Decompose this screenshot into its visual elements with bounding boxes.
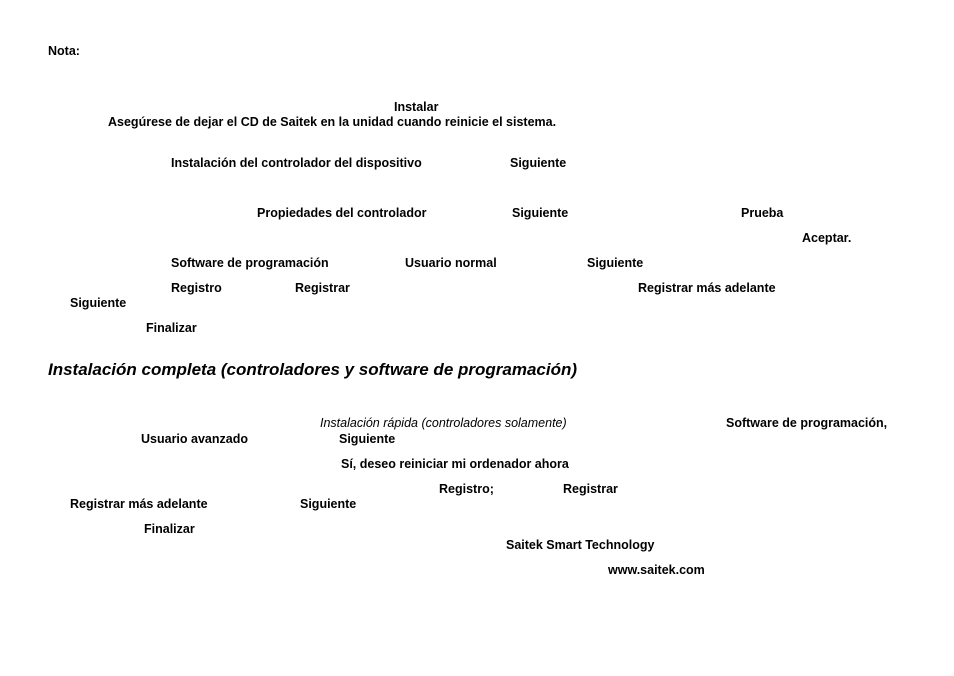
- register-label: Registrar: [295, 281, 350, 295]
- next-label-5: Siguiente: [339, 432, 396, 446]
- install-label: Instalar: [394, 100, 439, 114]
- next-label-6: Siguiente: [300, 497, 357, 511]
- registration-label: Registro: [171, 281, 222, 295]
- programming-software-label: Software de programación: [171, 256, 329, 270]
- next-label-3: Siguiente: [587, 256, 644, 270]
- next-label-2: Siguiente: [512, 206, 569, 220]
- controller-properties-label: Propiedades del controlador: [257, 206, 427, 220]
- section-heading: Instalación completa (controladores y software de programación): [48, 360, 578, 379]
- note-label: Nota:: [48, 44, 80, 58]
- normal-user-label: Usuario normal: [405, 256, 497, 270]
- quick-install-label: Instalación rápida (controladores solamente): [320, 416, 567, 430]
- register-label-2: Registrar: [563, 482, 618, 496]
- accept-label: Aceptar.: [802, 231, 852, 245]
- test-label: Prueba: [741, 206, 784, 220]
- programming-software-label-2: Software de programación,: [726, 416, 888, 430]
- finish-label-2: Finalizar: [144, 522, 195, 536]
- registration-label-2: Registro;: [439, 482, 494, 496]
- next-label-4: Siguiente: [70, 296, 127, 310]
- register-later-label: Registrar más adelante: [638, 281, 776, 295]
- restart-option-label: Sí, deseo reiniciar mi ordenador ahora: [341, 457, 569, 471]
- next-label-1: Siguiente: [510, 156, 567, 170]
- advanced-user-label: Usuario avanzado: [141, 432, 248, 446]
- register-later-label-2: Registrar más adelante: [70, 497, 208, 511]
- driver-install-label: Instalación del controlador del dispositivo: [171, 156, 422, 170]
- finish-label: Finalizar: [146, 321, 197, 335]
- cd-warning-text: Asegúrese de dejar el CD de Saitek en la unidad cuando reinicie el sistema.: [108, 115, 557, 129]
- smart-technology-label: Saitek Smart Technology: [506, 538, 655, 552]
- website-link[interactable]: www.saitek.com: [608, 563, 705, 577]
